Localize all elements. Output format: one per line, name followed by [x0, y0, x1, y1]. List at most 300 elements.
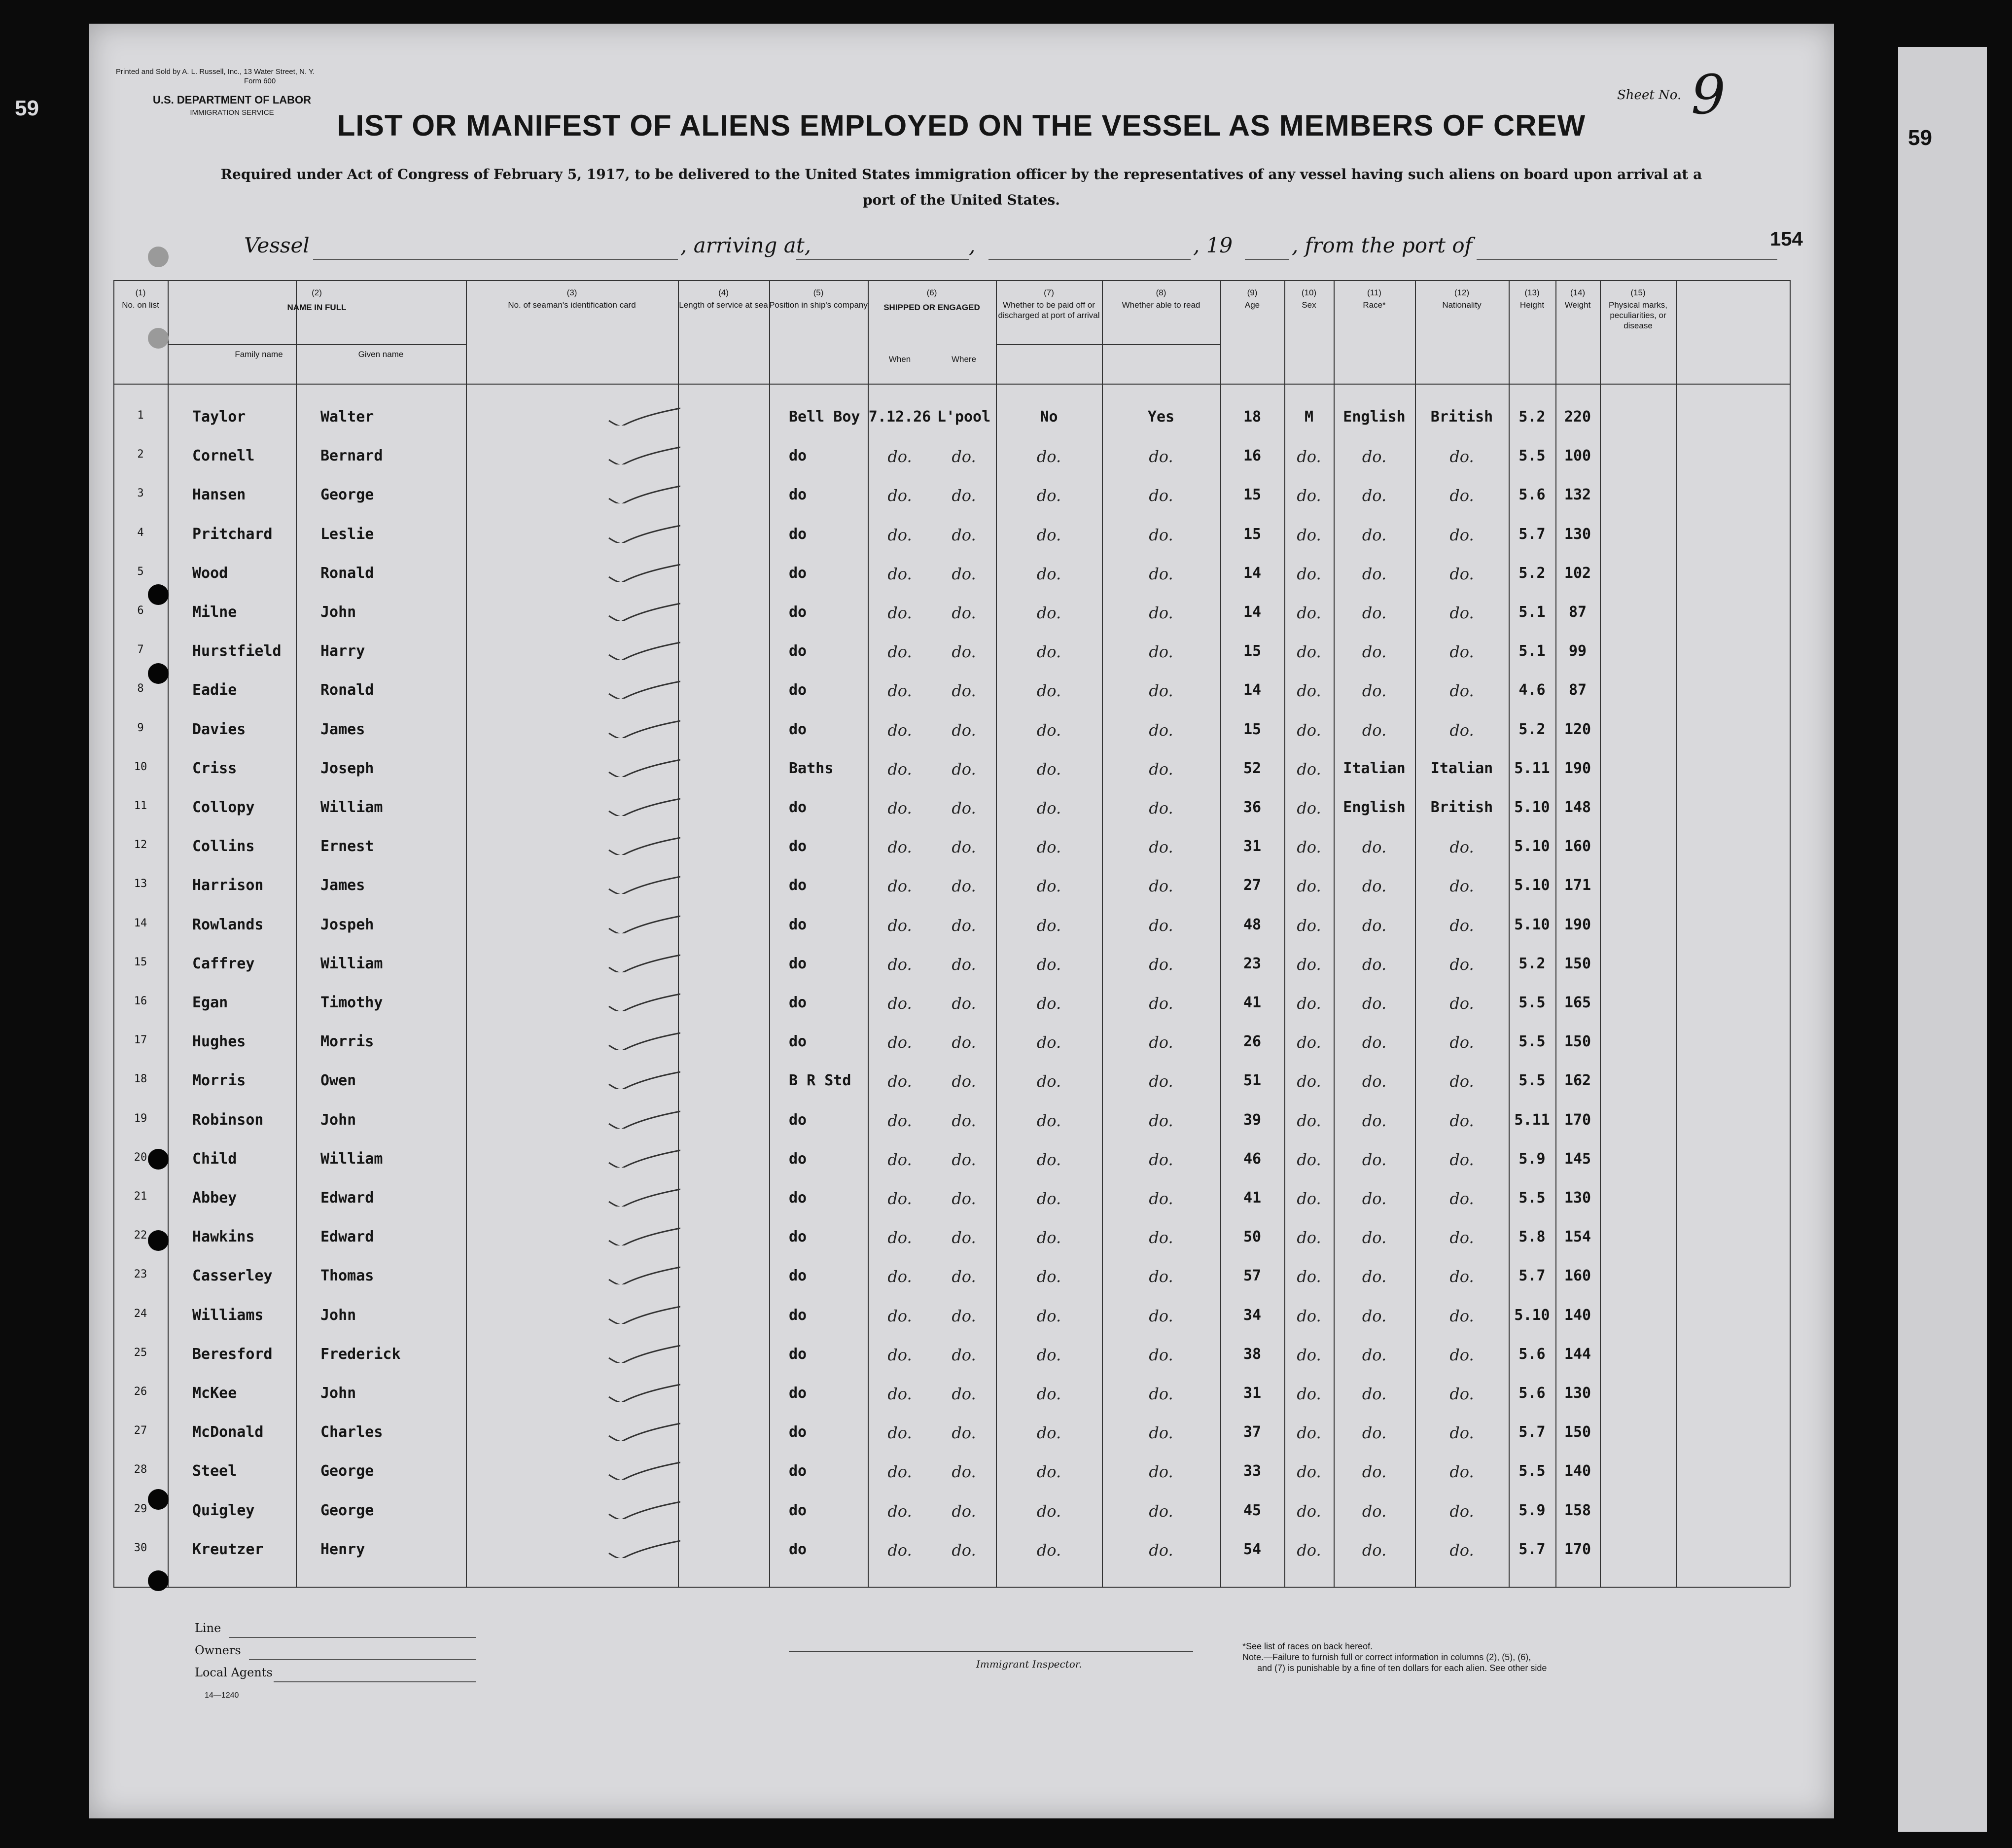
age: 41	[1243, 1189, 1262, 1207]
position: do	[789, 1150, 807, 1168]
shipped-when: do.	[887, 1033, 912, 1052]
column-header: (15)	[1630, 288, 1646, 297]
race: do.	[1362, 720, 1387, 740]
family-name: Williams	[192, 1306, 264, 1324]
age: 46	[1243, 1150, 1262, 1168]
shipped-when: do.	[887, 916, 912, 935]
position: Bell Boy	[789, 408, 860, 426]
able-to-read: do.	[1149, 955, 1173, 974]
family-name: Quigley	[192, 1501, 255, 1519]
sex: do.	[1297, 681, 1321, 701]
able-to-read: do.	[1149, 1540, 1173, 1560]
column-header: (3)	[566, 288, 577, 297]
able-to-read: do.	[1149, 604, 1173, 622]
table-row	[113, 1502, 1790, 1531]
adjacent-page-strip	[1898, 47, 1987, 1832]
age: 31	[1243, 1385, 1262, 1402]
family-name: Rowlands	[192, 916, 264, 933]
checkmark-icon	[606, 1382, 680, 1402]
family-name: Child	[192, 1150, 237, 1168]
height: 5.11	[1514, 759, 1550, 777]
height: 5.2	[1518, 955, 1546, 972]
given-name: John	[320, 1111, 356, 1129]
height: 5.5	[1518, 1033, 1546, 1051]
able-to-read: do.	[1149, 1111, 1173, 1130]
row-number: 13	[134, 878, 147, 890]
position: do	[789, 1501, 807, 1519]
column-header: When	[888, 355, 911, 364]
given-name: George	[320, 486, 374, 504]
position: do	[789, 1345, 807, 1363]
table-row	[113, 721, 1790, 750]
sex: do.	[1297, 564, 1321, 583]
nationality: do.	[1449, 1385, 1474, 1403]
given-name: Morris	[320, 1033, 374, 1051]
shipped-where: do.	[952, 564, 976, 583]
page-title: LIST OR MANIFEST OF ALIENS EMPLOYED ON THE VESSEL AS MEMBERS OF CREW	[337, 109, 1586, 142]
family-name: Hurstfield	[192, 642, 282, 660]
height: 5.7	[1518, 525, 1546, 543]
table-row	[113, 526, 1790, 555]
height: 5.10	[1514, 838, 1550, 855]
weight: 170	[1564, 1540, 1591, 1558]
family-name: Collopy	[192, 799, 255, 816]
shipped-where: do.	[952, 1033, 976, 1052]
given-name: Ronald	[320, 681, 374, 699]
race: do.	[1362, 1228, 1387, 1247]
weight: 220	[1564, 408, 1591, 426]
able-to-read: do.	[1149, 1501, 1173, 1521]
shipped-where: do.	[952, 799, 976, 817]
paid-off: do.	[1036, 642, 1061, 662]
given-name: Harry	[320, 642, 365, 660]
shipped-where: do.	[952, 1462, 976, 1482]
given-name: Bernard	[320, 447, 383, 465]
column-header: Race*	[1363, 300, 1386, 310]
given-name: Jospeh	[320, 916, 374, 933]
table-row	[113, 955, 1790, 985]
column-rule	[1790, 280, 1791, 1587]
able-to-read: do.	[1149, 838, 1173, 857]
position: do	[789, 955, 807, 972]
column-header: (6)	[926, 288, 937, 297]
paid-off: do.	[1036, 1072, 1061, 1091]
age: 37	[1243, 1423, 1262, 1441]
shipped-where: do.	[952, 1540, 976, 1560]
row-number: 27	[134, 1424, 147, 1437]
owners-label: Owners	[195, 1643, 241, 1657]
weight: 150	[1564, 1423, 1591, 1441]
race: English	[1343, 799, 1406, 816]
table-row	[113, 486, 1790, 516]
race: do.	[1362, 1267, 1387, 1286]
given-name: Walter	[320, 408, 374, 426]
paid-off: do.	[1036, 838, 1061, 857]
nationality: do.	[1449, 1462, 1474, 1482]
weight: 87	[1568, 681, 1587, 699]
position: do	[789, 564, 807, 582]
table-row	[113, 642, 1790, 672]
row-number: 20	[134, 1151, 147, 1164]
checkmark-icon	[606, 523, 680, 543]
nationality: do.	[1449, 916, 1474, 935]
able-to-read: do.	[1149, 1189, 1173, 1208]
adjacent-page-number: 59	[1908, 126, 1932, 150]
row-number: 4	[137, 526, 144, 539]
nationality: do.	[1449, 1111, 1474, 1130]
column-header: Whether able to read	[1122, 300, 1200, 310]
department-name: U.S. DEPARTMENT OF LABOR	[153, 94, 312, 106]
height: 5.11	[1514, 1111, 1550, 1129]
position: do	[789, 1189, 807, 1207]
weight: 130	[1564, 525, 1591, 543]
age: 14	[1243, 681, 1262, 699]
table-row	[113, 1423, 1790, 1453]
column-header: (8)	[1156, 288, 1166, 297]
age: 14	[1243, 604, 1262, 621]
comma: ,	[969, 233, 976, 257]
paid-off: do.	[1036, 525, 1061, 544]
height: 5.10	[1514, 916, 1550, 933]
column-header: NAME IN FULL	[287, 303, 347, 312]
given-name: Edward	[320, 1189, 374, 1207]
column-header: (4)	[718, 288, 729, 297]
row-number: 9	[137, 721, 144, 734]
given-name: Edward	[320, 1228, 374, 1246]
column-header: Where	[951, 355, 977, 364]
able-to-read: do.	[1149, 799, 1173, 817]
sex: do.	[1297, 1189, 1321, 1208]
family-name: Hansen	[192, 486, 246, 504]
able-to-read: do.	[1149, 1033, 1173, 1052]
paid-off: do.	[1036, 1189, 1061, 1208]
binder-hole	[148, 1570, 169, 1591]
height: 5.7	[1518, 1267, 1546, 1285]
row-number: 23	[134, 1268, 147, 1281]
race: do.	[1362, 1345, 1387, 1364]
position: do	[789, 1228, 807, 1246]
given-name: William	[320, 799, 383, 816]
row-number: 16	[134, 995, 147, 1007]
paid-off: do.	[1036, 1345, 1061, 1364]
nationality: do.	[1449, 1150, 1474, 1169]
height: 5.2	[1518, 564, 1546, 582]
weight: 120	[1564, 720, 1591, 738]
footnote-line: *See list of races on back hereof.	[1242, 1641, 1373, 1651]
shipped-where: do.	[952, 1150, 976, 1169]
table-row	[113, 408, 1790, 438]
able-to-read: do.	[1149, 642, 1173, 662]
age: 51	[1243, 1072, 1262, 1090]
checkmark-icon	[606, 406, 680, 426]
table-row	[113, 1228, 1790, 1258]
family-name: Abbey	[192, 1189, 237, 1207]
sheet-number-label: Sheet No.	[1617, 88, 1682, 103]
height: 5.1	[1518, 604, 1546, 621]
shipped-where: do.	[952, 681, 976, 701]
sex: do.	[1297, 1033, 1321, 1052]
paid-off: do.	[1036, 447, 1061, 466]
able-to-read: do.	[1149, 1462, 1173, 1482]
height: 5.9	[1518, 1150, 1546, 1168]
column-header: Whether to be paid off or discharged at port of arrival	[998, 300, 1100, 320]
table-row	[113, 1111, 1790, 1141]
table-row	[113, 604, 1790, 633]
form-code: 154	[1770, 228, 1803, 250]
shipped-when: do.	[887, 720, 912, 740]
form-number: Form 600	[244, 77, 276, 85]
family-name: Hughes	[192, 1033, 246, 1051]
table-row	[113, 1150, 1790, 1180]
owners-fill	[249, 1658, 476, 1660]
race: do.	[1362, 642, 1387, 662]
binder-hole	[148, 247, 169, 267]
weight: 99	[1568, 642, 1587, 660]
weight: 140	[1564, 1462, 1591, 1480]
nationality: do.	[1449, 642, 1474, 662]
given-name: James	[320, 720, 365, 738]
row-number: 1	[137, 409, 144, 422]
port-fill	[1477, 258, 1777, 260]
given-name: Charles	[320, 1423, 383, 1441]
requirement-line: Required under Act of Congress of February 5, 1917, to be delivered to the United States immigration officer by the representatives of any vessel having such aliens on board upon arrival at a	[220, 166, 1702, 182]
able-to-read: do.	[1149, 759, 1173, 779]
row-rule	[113, 384, 1790, 385]
able-to-read: do.	[1149, 1267, 1173, 1286]
height: 5.5	[1518, 1072, 1546, 1090]
able-to-read: do.	[1149, 564, 1173, 583]
nationality: do.	[1449, 994, 1474, 1013]
checkmark-icon	[606, 874, 680, 894]
given-name: William	[320, 955, 383, 972]
row-number: 15	[134, 956, 147, 968]
sex: do.	[1297, 1423, 1321, 1443]
inspector-label: Immigrant Inspector.	[976, 1658, 1082, 1670]
sex: do.	[1297, 486, 1321, 505]
shipped-where: do.	[952, 720, 976, 740]
nationality: do.	[1449, 604, 1474, 622]
shipped-where: do.	[952, 1345, 976, 1364]
nationality: do.	[1449, 564, 1474, 583]
able-to-read: do.	[1149, 681, 1173, 701]
weight: 130	[1564, 1189, 1591, 1207]
shipped-when: do.	[887, 955, 912, 974]
checkmark-icon	[606, 1148, 680, 1168]
paid-off: do.	[1036, 759, 1061, 779]
nationality: do.	[1449, 1033, 1474, 1052]
checkmark-icon	[606, 953, 680, 972]
weight: 145	[1564, 1150, 1591, 1168]
paid-off: do.	[1036, 486, 1061, 505]
family-name: Davies	[192, 720, 246, 738]
sex: do.	[1297, 994, 1321, 1013]
service-name: IMMIGRATION SERVICE	[190, 108, 274, 117]
sex: do.	[1297, 838, 1321, 857]
row-rule	[168, 344, 466, 345]
column-header: Position in ship's company	[769, 300, 868, 310]
row-number: 28	[134, 1463, 147, 1476]
age: 39	[1243, 1111, 1262, 1129]
small-code: 14—1240	[205, 1691, 239, 1700]
paid-off: do.	[1036, 1540, 1061, 1560]
family-name: Steel	[192, 1462, 237, 1480]
age: 54	[1243, 1540, 1262, 1558]
binder-hole	[148, 1230, 169, 1251]
sex: do.	[1297, 1462, 1321, 1482]
able-to-read: do.	[1149, 1306, 1173, 1325]
family-name: McDonald	[192, 1423, 264, 1441]
shipped-when: do.	[887, 642, 912, 662]
weight: 150	[1564, 955, 1591, 972]
table-row	[113, 1189, 1790, 1219]
shipped-where: do.	[952, 604, 976, 622]
column-header: SHIPPED OR ENGAGED	[883, 303, 980, 312]
row-number: 10	[134, 760, 147, 773]
position: Baths	[789, 759, 834, 777]
given-name: Leslie	[320, 525, 374, 543]
agents-label: Local Agents	[195, 1666, 273, 1679]
binder-hole	[148, 1149, 169, 1170]
given-name: William	[320, 1150, 383, 1168]
able-to-read: do.	[1149, 525, 1173, 544]
shipped-where: do.	[952, 1501, 976, 1521]
paid-off: do.	[1036, 604, 1061, 622]
weight: 158	[1564, 1501, 1591, 1519]
paid-off: do.	[1036, 720, 1061, 740]
binder-hole	[148, 584, 169, 605]
shipped-where: do.	[952, 759, 976, 779]
sex: do.	[1297, 1385, 1321, 1403]
given-name: Frederick	[320, 1345, 401, 1363]
table-row	[113, 447, 1790, 477]
sex: do.	[1297, 525, 1321, 544]
shipped-when: do.	[887, 877, 912, 896]
paid-off: do.	[1036, 1501, 1061, 1521]
shipped-when: do.	[887, 1150, 912, 1169]
shipped-where: do.	[952, 1267, 976, 1286]
sex: do.	[1297, 1501, 1321, 1521]
column-header: Family name	[235, 350, 283, 359]
age: 41	[1243, 994, 1262, 1011]
row-number: 17	[134, 1034, 147, 1047]
sex: do.	[1297, 1228, 1321, 1247]
checkmark-icon	[606, 1460, 680, 1480]
height: 5.6	[1518, 1345, 1546, 1363]
able-to-read: do.	[1149, 877, 1173, 896]
sex: do.	[1297, 1072, 1321, 1091]
row-number: 14	[134, 917, 147, 929]
printer-line: Printed and Sold by A. L. Russell, Inc., 13 Water Street, N. Y.	[116, 68, 315, 76]
weight: 132	[1564, 486, 1591, 504]
sex: do.	[1297, 1150, 1321, 1169]
column-header: Length of service at sea	[679, 300, 768, 310]
column-header: Age	[1244, 300, 1260, 310]
checkmark-icon	[606, 484, 680, 503]
race: do.	[1362, 877, 1387, 896]
shipped-when: do.	[887, 604, 912, 622]
shipped-where: L'pool	[937, 408, 991, 426]
shipped-when: do.	[887, 564, 912, 583]
shipped-where: do.	[952, 486, 976, 505]
age: 27	[1243, 877, 1262, 894]
weight: 148	[1564, 799, 1591, 816]
race: do.	[1362, 955, 1387, 974]
given-name: John	[320, 1306, 356, 1324]
race: English	[1343, 408, 1406, 426]
shipped-when: do.	[887, 1540, 912, 1560]
family-name: Pritchard	[192, 525, 273, 543]
age: 50	[1243, 1228, 1262, 1246]
shipped-where: do.	[952, 1423, 976, 1443]
race: do.	[1362, 1540, 1387, 1560]
family-name: Morris	[192, 1072, 246, 1090]
given-name: Henry	[320, 1540, 365, 1558]
arriving-fill	[796, 258, 969, 260]
nationality: do.	[1449, 1189, 1474, 1208]
weight: 162	[1564, 1072, 1591, 1090]
race: do.	[1362, 1072, 1387, 1091]
year-fill	[1245, 258, 1289, 260]
sex: do.	[1297, 447, 1321, 466]
position: do	[789, 1306, 807, 1324]
family-name: Collins	[192, 838, 255, 855]
row-number: 30	[134, 1541, 147, 1554]
weight: 165	[1564, 994, 1591, 1011]
paid-off: do.	[1036, 799, 1061, 817]
sheet-number-field	[1617, 63, 1726, 126]
age: 48	[1243, 916, 1262, 933]
given-name: Owen	[320, 1072, 356, 1090]
age: 57	[1243, 1267, 1262, 1285]
nationality: do.	[1449, 1540, 1474, 1560]
able-to-read: do.	[1149, 720, 1173, 740]
table-row	[113, 1541, 1790, 1570]
height: 5.5	[1518, 1462, 1546, 1480]
family-name: McKee	[192, 1385, 237, 1402]
nationality: do.	[1449, 1306, 1474, 1325]
height: 5.10	[1514, 877, 1550, 894]
family-name: Robinson	[192, 1111, 264, 1129]
sex: do.	[1297, 1111, 1321, 1130]
from-port-label: , from the port of	[1292, 233, 1473, 257]
paid-off: do.	[1036, 1033, 1061, 1052]
manifest-sheet	[89, 24, 1834, 1818]
checkmark-icon	[606, 679, 680, 699]
family-name: Beresford	[192, 1345, 273, 1363]
vessel-fill	[313, 258, 678, 260]
checkmark-icon	[606, 1265, 680, 1284]
shipped-where: do.	[952, 642, 976, 662]
table-row	[113, 799, 1790, 828]
position: do	[789, 1033, 807, 1051]
footnote-line: Note.—Failure to furnish full or correct information in columns (2), (5), (6),	[1242, 1652, 1531, 1662]
row-number: 3	[137, 487, 144, 500]
owners-field	[195, 1643, 241, 1657]
paid-off: do.	[1036, 1228, 1061, 1247]
position: do	[789, 994, 807, 1011]
shipped-when: do.	[887, 1072, 912, 1091]
position: do	[789, 1385, 807, 1402]
table-row	[113, 1307, 1790, 1336]
paid-off: do.	[1036, 681, 1061, 701]
crew-table	[113, 280, 1790, 1587]
sex: do.	[1297, 1306, 1321, 1325]
row-number: 26	[134, 1386, 147, 1398]
row-number: 25	[134, 1346, 147, 1359]
able-to-read: do.	[1149, 994, 1173, 1013]
family-name: Egan	[192, 994, 228, 1011]
nationality: British	[1430, 799, 1493, 816]
